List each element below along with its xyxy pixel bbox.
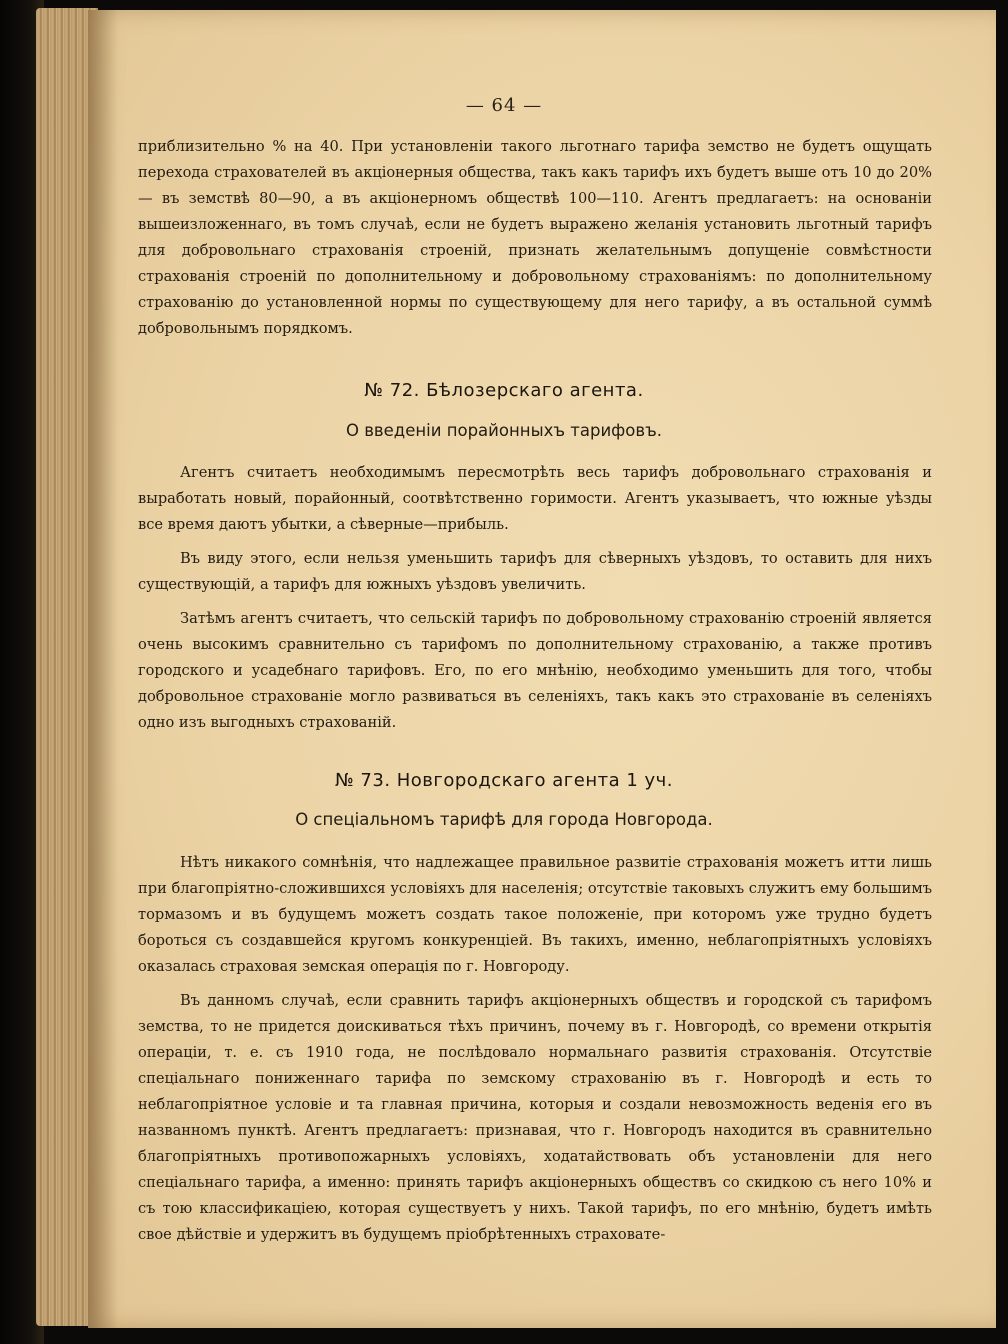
section-72-heading: № 72. Бѣлозерскаго агента. xyxy=(364,380,644,401)
section-72-body xyxy=(138,460,932,736)
page-number: — 64 — xyxy=(465,95,543,116)
section-72-subheading: О введеніи порайонныхъ тарифовъ. xyxy=(345,421,663,440)
section-72-paragraph-3: Затѣмъ агентъ считаетъ, что сельскій тарифъ по добровольному страхованію строеній является очень высокимъ сравнительно съ тарифомъ по дополнительному страхованію, а также противъ городского и усадебнаго тарифовъ. Его, по его мнѣнію, необходимо уменьшить для того, чтобы добровольное страхованіе могло развиваться въ селеніяхъ, такъ какъ это страхованіе въ селеніяхъ одно изъ выгодныхъ страхованій. xyxy=(138,610,932,731)
section-73-paragraph-2: Въ данномъ случаѣ, если сравнить тарифъ акціонерныхъ обществъ и городской съ тарифомъ земства, то не придется доискиваться тѣхъ причинъ, почему въ г. Новгородѣ, со времени открытія операціи, т. е. съ 1910 года, не послѣдовало нормальнаго развитія страхованія. Отсутствіе спеціальнаго пониженнаго тарифа по земскому страхованію въ г. Новгородѣ и есть то неблагопріятное условіе и та главная причина, которыя и создали невозможность веденія его въ названномъ пунктѣ. Агентъ предлагаетъ: признавая, что г. Новгородъ находится въ сравнительно благопріятныхъ противопожарныхъ условіяхъ, ходатайствовать объ установленіи для него спеціальнаго тарифа, а именно: принять тарифъ акціонерныхъ обществъ со скидкою съ него 10% и съ тою классификаціею, которая существуетъ у нихъ. Такой тарифъ, по его мнѣнію, будетъ имѣть свое дѣйствіе и удержитъ въ будущемъ пріобрѣтенныхъ страховате- xyxy=(138,992,932,1243)
section-73-subheading: О спеціальномъ тарифѣ для города Новгорода. xyxy=(295,810,713,829)
gutter-shadow xyxy=(88,10,118,1328)
intro-paragraph: приблизительно % на 40. При установленіи такого льготнаго тарифа земство не будетъ ощущать перехода страхователей въ акціонерныя общества, такъ какъ тарифъ ихъ будетъ выше отъ 10 до 20% — въ земствѣ 80—90, а въ акціонерномъ обществѣ 100—110. Агентъ предлагаетъ: на основаніи вышеизложеннаго, въ томъ случаѣ, если не будетъ выражено желанія установить льготный тарифъ для добровольнаго страхованія строеній, признать желательнымъ допущеніе совмѣстности страхованія строеній по дополнительному и добровольному страхованіямъ: по дополнительному страхованію до установленной нормы по существующему для него тарифу, а въ остальной суммѣ добровольнымъ порядкомъ. xyxy=(138,138,932,337)
section-72-paragraph-2: Въ виду этого, если нельзя уменьшить тарифъ для сѣверныхъ уѣздовъ, то оставить для нихъ существующій, а тарифъ для южныхъ уѣздовъ увеличить. xyxy=(138,550,932,593)
section-73-heading: № 73. Новгородскаго агента 1 уч. xyxy=(334,770,674,791)
section-73-body xyxy=(138,850,932,1248)
section-72-paragraph-1: Агентъ считаетъ необходимымъ пересмотрѣть весь тарифъ добровольнаго страхованія и выработать новый, порайонный, соотвѣтственно горимости. Агентъ указываетъ, что южные уѣзды все время даютъ убытки, а сѣверные—прибыль. xyxy=(138,464,932,533)
section-73-paragraph-1: Нѣтъ никакого сомнѣнія, что надлежащее правильное развитіе страхованія можетъ итти лишь при благопріятно-сложившихся условіяхъ для населенія; отсутствіе таковыхъ служитъ ему большимъ тормазомъ и въ будущемъ можетъ создать такое положеніе, при которомъ уже трудно будетъ бороться съ создавшейся кругомъ конкуренціей. Въ такихъ, именно, неблагопріятныхъ условіяхъ оказалась страховая земская операція по г. Новгороду. xyxy=(138,854,932,975)
intro-block xyxy=(138,134,932,342)
